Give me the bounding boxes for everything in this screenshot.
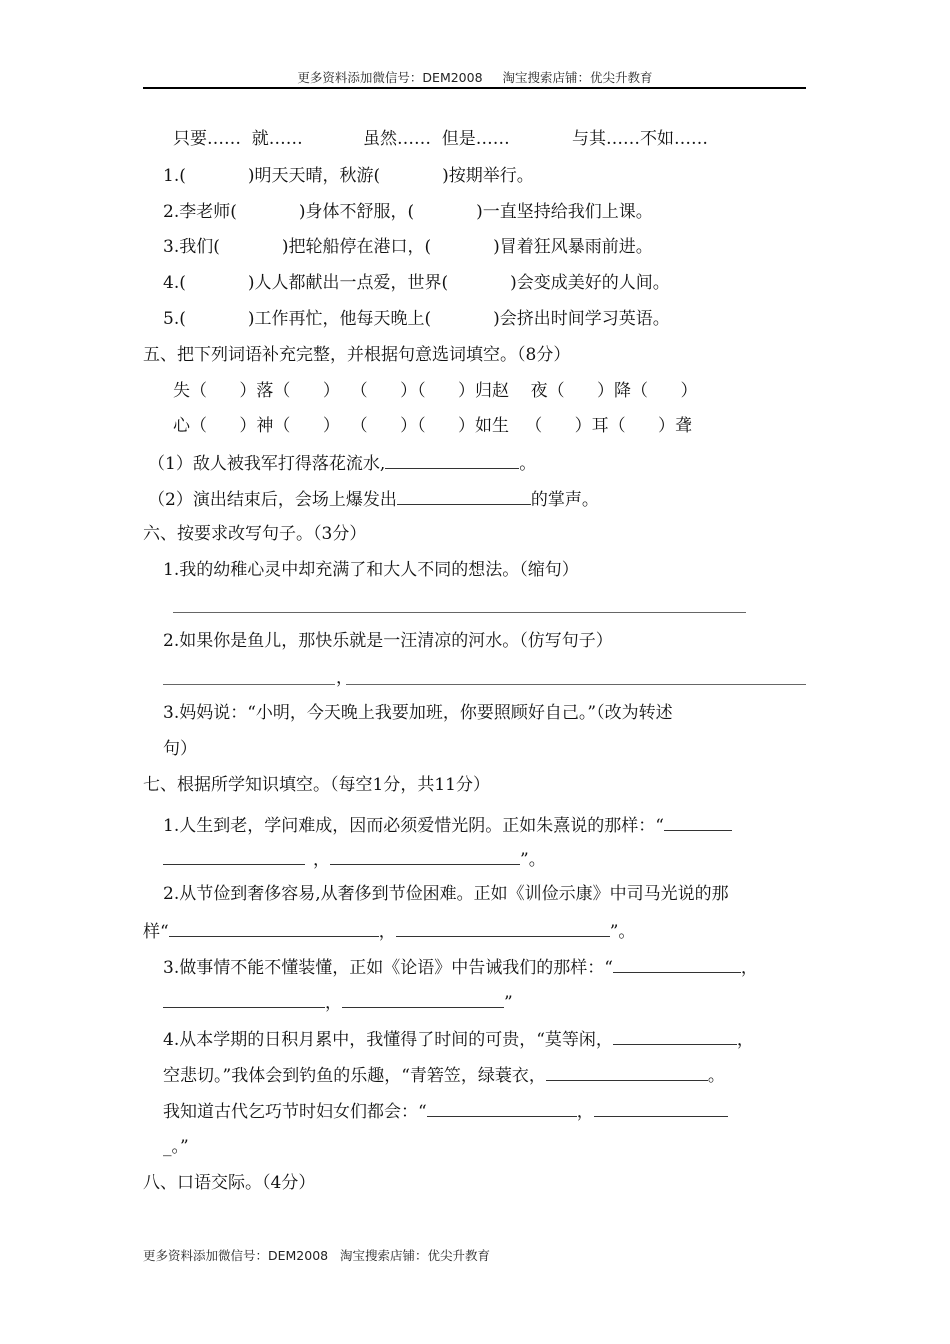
idiom-sentence-2: （2）演出结束后，会场上爆发出 的掌声。: [148, 490, 599, 510]
fill-item-4-line-2: 空悲切。”我体会到钓鱼的乐趣，“青箬笠，绿蓑衣， 。: [163, 1066, 725, 1086]
fill-item-2: 2.从节俭到奢侈容易,从奢侈到节俭困难。正如《训俭示康》中司马光说的那: [163, 884, 729, 904]
rewrite-item-1: 1.我的幼稚心灵中却充满了和大人不同的想法。（缩句）: [163, 560, 579, 580]
header-shop: 淘宝搜索店铺：优尖升教育: [502, 70, 653, 85]
conjunction-item-3: 3.我们( )把轮船停在港口，( )冒着狂风暴雨前进。: [163, 237, 653, 257]
fill-item-1-cont: ， ”。: [163, 848, 546, 871]
section-5-title: 五、把下列词语补充完整，并根据句意选词填空。（8分）: [143, 345, 571, 365]
idiom-row-2: 心（ ）神（ ） （ ）（ ）如生 （ ）耳（ ）聋: [173, 416, 693, 436]
answer-line: [163, 684, 335, 685]
page-header: [0, 68, 950, 86]
header-wechat: 更多资料添加微信号：DEM2008: [297, 70, 483, 85]
section-7-title: 七、根据所学知识填空。（每空1分，共11分）: [143, 775, 490, 795]
fill-item-4-line-4: _。”: [163, 1137, 189, 1157]
idiom-sentence-1: （1）敌人被我军打得落花流水, 。: [148, 454, 537, 474]
header-rule: [143, 87, 806, 89]
answer-line: [173, 612, 746, 613]
conjunction-item-2: 2.李老师( )身体不舒服，( )一直坚持给我们上课。: [163, 202, 653, 222]
conjunction-item-4: 4.( )人人都献出一点爱，世界( )会变成美好的人间。: [163, 273, 670, 293]
conjunction-option-1: 只要…… 就……: [173, 129, 303, 149]
fill-item-1: 1.人生到老，学问难成，因而必须爱惜光阴。正如朱熹说的那样：“: [163, 814, 732, 837]
answer-separator: ，: [336, 668, 353, 688]
conjunction-option-2: 虽然…… 但是……: [363, 129, 510, 149]
rewrite-item-3-cont: 句）: [163, 739, 197, 759]
fill-item-3: 3.做事情不能不懂装懂，正如《论语》中告诫我们的那样：“ ，: [163, 958, 758, 978]
answer-line: [346, 684, 806, 685]
page-footer: 更多资料添加微信号：DEM2008 淘宝搜索店铺：优尖升教育: [143, 1248, 491, 1263]
rewrite-item-2: 2.如果你是鱼儿，那快乐就是一汪清凉的河水。（仿写句子）: [163, 631, 613, 651]
rewrite-item-3: 3.妈妈说：“小明，今天晚上我要加班，你要照顾好自己。”（改为转述: [163, 703, 673, 723]
section-8-title: 八、口语交际。（4分）: [143, 1173, 316, 1193]
fill-item-3-cont: ， ”: [163, 991, 513, 1014]
conjunction-option-3: 与其……不如……: [572, 129, 708, 149]
fill-item-2-cont: 样“ ， ”。: [143, 922, 636, 942]
fill-item-4-line-3: 我知道古代乞巧节时妇女们都会：“ ，: [163, 1100, 728, 1123]
conjunction-item-1: 1.( )明天天晴，秋游( )按期举行。: [163, 166, 534, 186]
idiom-row-1: 失（ ）落（ ） （ ）（ ）归赵 夜（ ）降（ ）: [173, 381, 698, 401]
fill-item-4: 4.从本学期的日积月累中，我懂得了时间的可贵，“莫等闲， ，: [163, 1030, 754, 1050]
section-6-title: 六、按要求改写句子。（3分）: [143, 524, 367, 544]
conjunction-item-5: 5.( )工作再忙，他每天晚上( )会挤出时间学习英语。: [163, 309, 670, 329]
